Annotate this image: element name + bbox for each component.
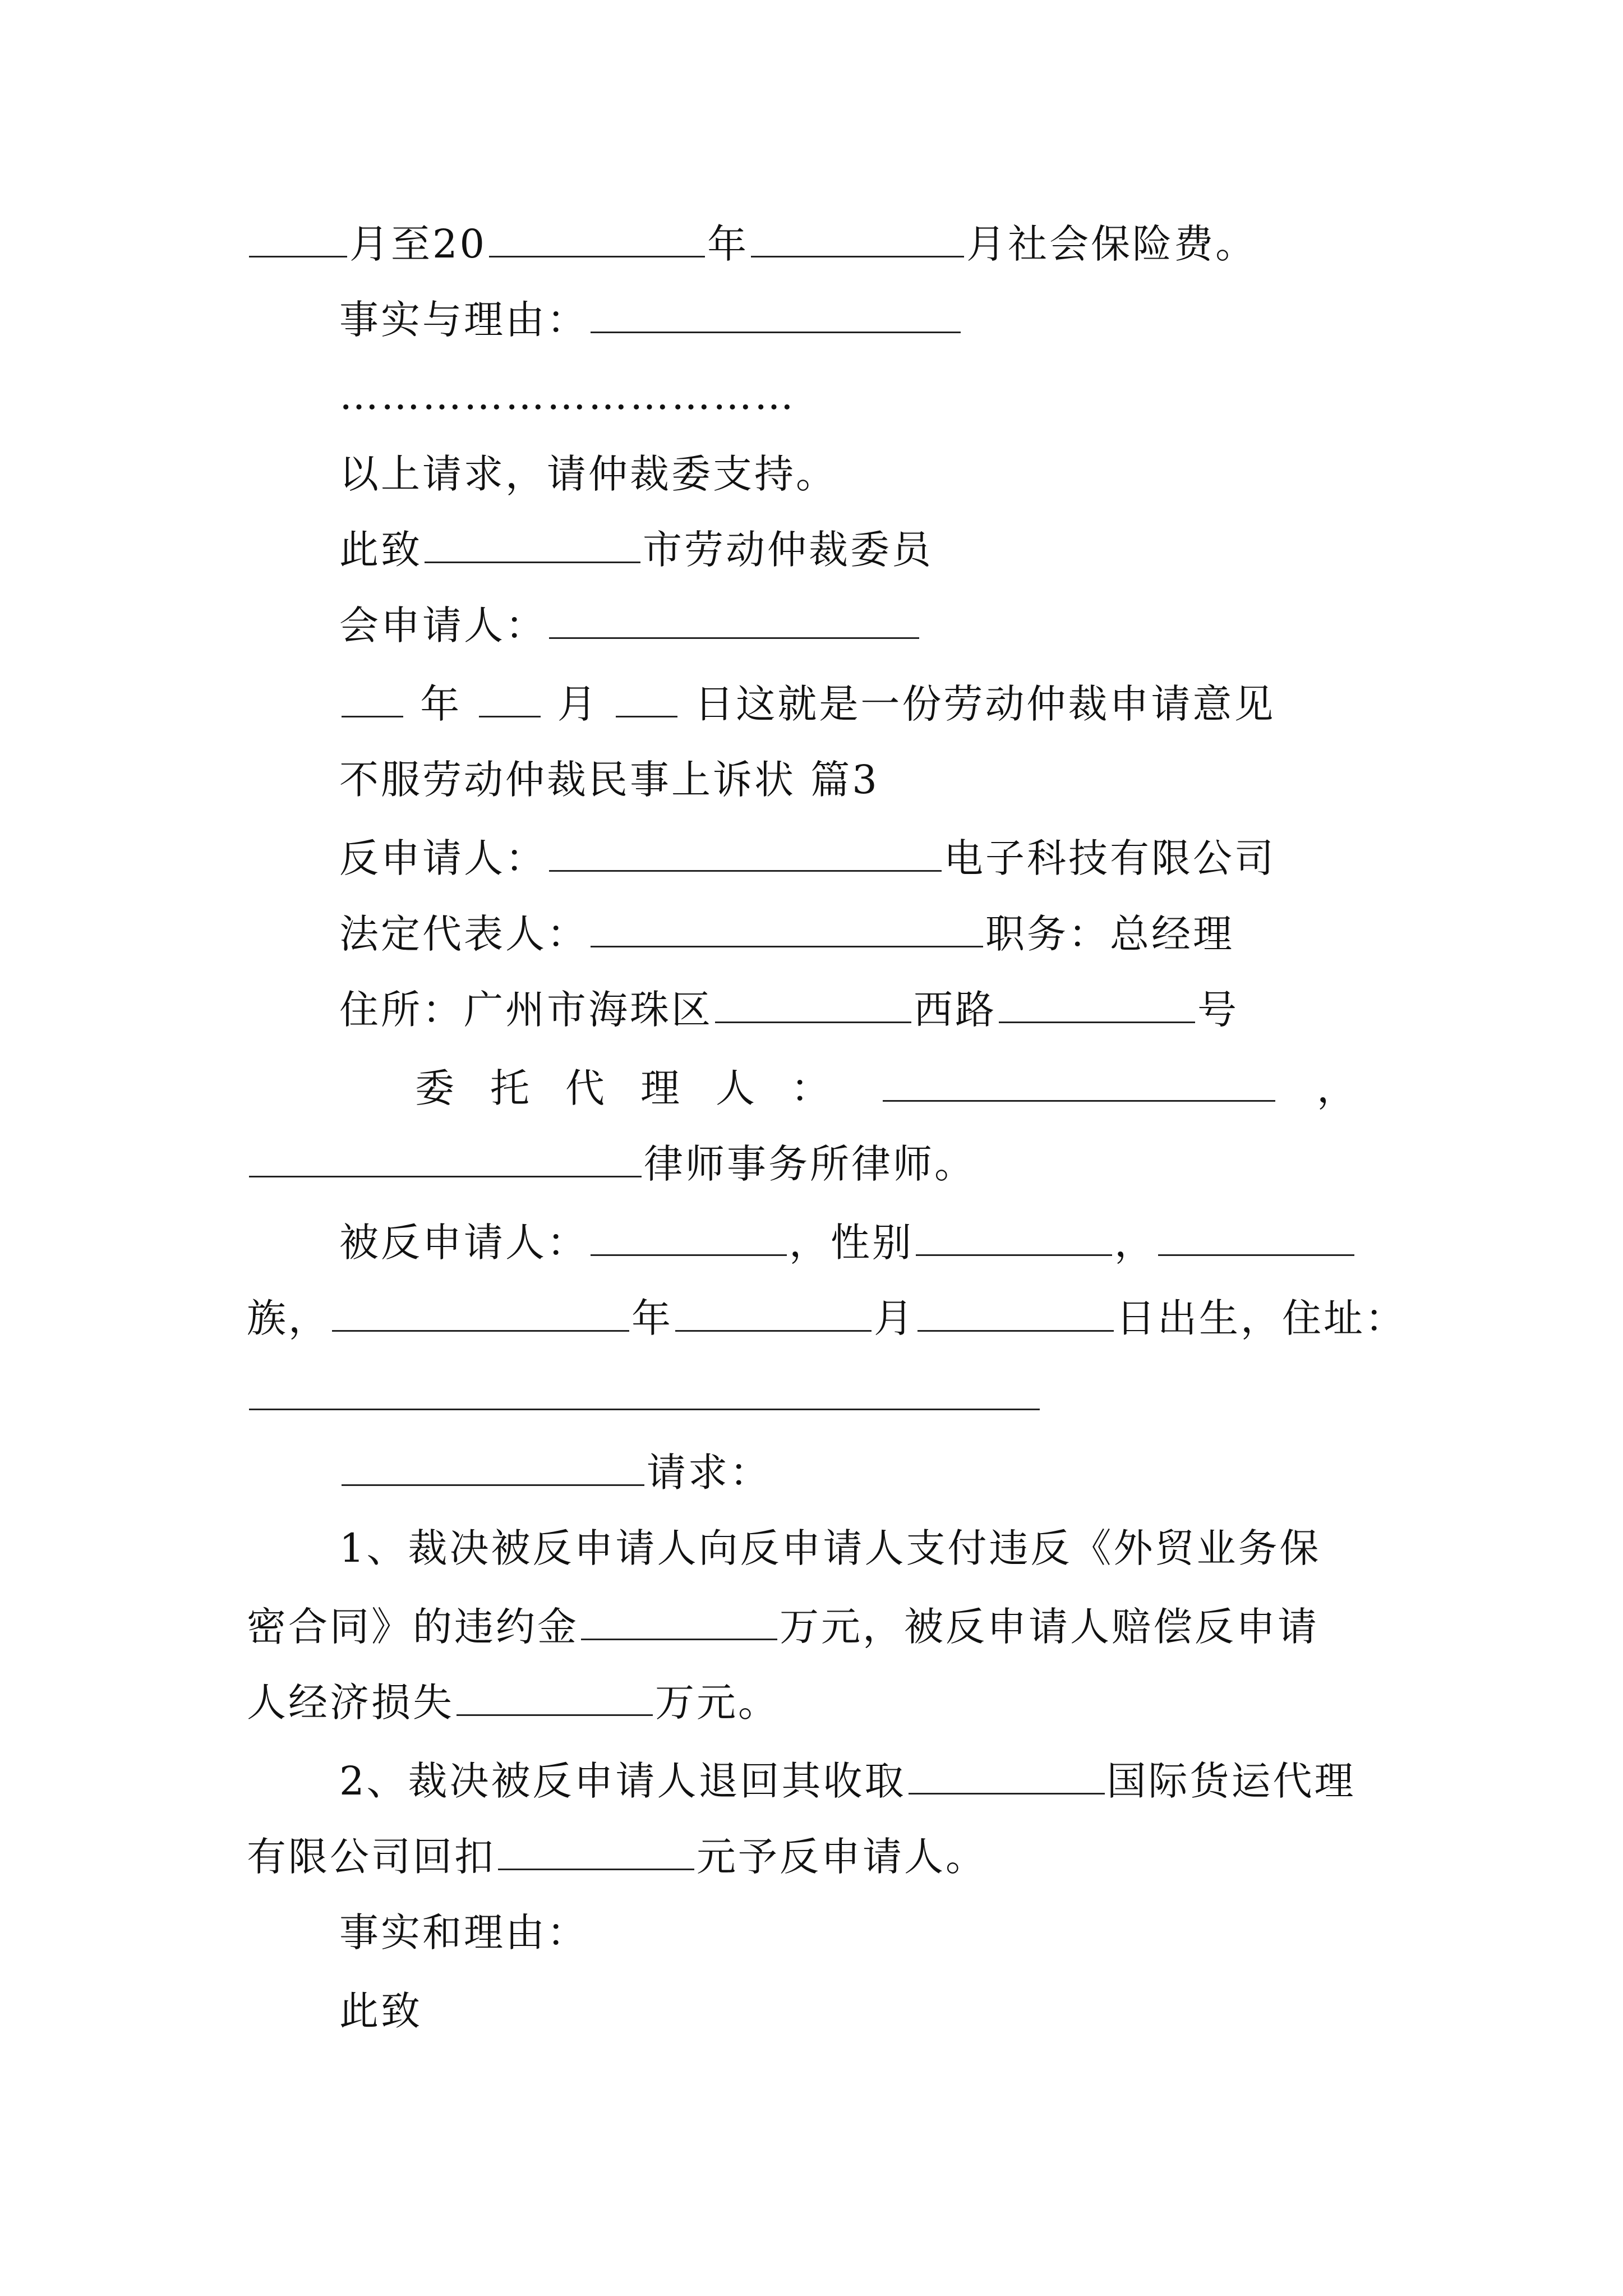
blank-field xyxy=(616,682,677,717)
text-segment: 年 xyxy=(707,221,749,267)
text-line xyxy=(339,1214,1357,1271)
blank-field xyxy=(715,988,911,1023)
blank-field xyxy=(883,1066,1275,1102)
text-segment: 2、裁决被反申请人退回其收取 xyxy=(339,1758,906,1804)
blank-field xyxy=(489,222,705,257)
text-segment: 市劳动仲裁委员 xyxy=(643,527,933,573)
text-segment: 电子科技有限公司 xyxy=(944,835,1276,881)
blank-field xyxy=(591,298,961,333)
blank-field xyxy=(999,988,1195,1023)
text-segment: 万元，被反申请人赔偿反申请 xyxy=(780,1604,1319,1650)
text-line xyxy=(339,522,933,578)
text-line xyxy=(339,1904,588,1961)
text-segment: 事实和理由： xyxy=(339,1910,588,1955)
blank-field xyxy=(1158,1221,1354,1256)
text-line xyxy=(339,906,1234,962)
text-segment: 密合同》的违约金 xyxy=(247,1604,579,1650)
text-segment: 律师事务所律师。 xyxy=(644,1141,976,1187)
blank-field xyxy=(591,912,983,947)
text-segment: 会申请人： xyxy=(339,602,547,648)
text-segment: 月 xyxy=(557,681,599,727)
blank-field xyxy=(751,222,964,257)
text-segment: 不服劳动仲裁民事上诉状 篇3 xyxy=(339,757,879,803)
blank-field xyxy=(457,1681,653,1716)
text-line xyxy=(339,1983,422,2039)
text-line xyxy=(247,1599,1319,1655)
blank-field xyxy=(549,836,942,872)
text-line xyxy=(339,446,837,502)
text-segment: 月 xyxy=(874,1295,915,1341)
text-segment: 日出生，住址： xyxy=(1116,1295,1407,1341)
blank-field xyxy=(425,528,640,563)
blank-field xyxy=(675,1296,872,1332)
text-segment: 万元。 xyxy=(655,1680,780,1726)
text-line xyxy=(339,292,963,348)
blank-field xyxy=(342,1451,644,1486)
text-segment: ， xyxy=(1317,1065,1358,1111)
text-line xyxy=(339,367,796,424)
text-line xyxy=(339,752,879,808)
text-segment: 委托代理人： xyxy=(415,1065,866,1111)
text-line xyxy=(339,1444,771,1501)
text-line xyxy=(415,1060,1358,1116)
text-line xyxy=(339,676,1275,732)
text-line xyxy=(247,1290,1407,1346)
text-line xyxy=(339,597,921,654)
text-segment: 年 xyxy=(631,1295,673,1341)
text-line xyxy=(339,1753,1356,1809)
text-segment: 月社会保险费。 xyxy=(966,221,1257,267)
text-segment: 法定代表人： xyxy=(339,911,588,957)
blank-field xyxy=(549,604,919,639)
text-line xyxy=(247,1829,987,1885)
blank-field xyxy=(342,682,403,717)
text-segment: 以上请求，请仲裁委支持。 xyxy=(339,451,837,497)
text-segment: 年 xyxy=(420,681,462,727)
text-segment: 月至20 xyxy=(349,221,487,267)
blank-field xyxy=(916,1221,1112,1256)
text-line xyxy=(247,1136,976,1192)
text-segment: 事实与理由： xyxy=(339,297,588,343)
blank-field xyxy=(591,1221,787,1256)
blank-field xyxy=(249,222,347,257)
text-segment: 人经济损失 xyxy=(247,1680,454,1726)
blank-field xyxy=(909,1759,1105,1795)
text-segment: 西路 xyxy=(914,987,997,1033)
text-segment: 此致 xyxy=(339,1988,422,2034)
text-segment: 元予反申请人。 xyxy=(697,1834,987,1880)
text-segment: 日这就是一份劳动仲裁申请意见 xyxy=(694,681,1276,727)
text-segment: 1、裁决被反申请人向反申请人支付违反《外贸业务保 xyxy=(339,1525,1321,1571)
text-line xyxy=(247,1369,1042,1425)
blank-field xyxy=(332,1296,629,1332)
text-segment: 国际货运代理 xyxy=(1106,1758,1356,1804)
text-line xyxy=(339,1520,1321,1576)
blank-field xyxy=(498,1835,694,1870)
text-segment: 此致 xyxy=(339,527,422,573)
blank-field xyxy=(581,1605,777,1640)
text-segment: 职务：总经理 xyxy=(985,911,1234,957)
text-segment: 有限公司回扣 xyxy=(247,1834,496,1880)
text-segment: 被反申请人： xyxy=(339,1220,588,1266)
text-segment: 请求： xyxy=(647,1450,771,1496)
text-line xyxy=(247,216,1257,272)
text-segment: ，性别 xyxy=(789,1220,914,1266)
text-line xyxy=(247,1674,780,1731)
blank-field xyxy=(479,682,541,717)
text-segment: ， xyxy=(1114,1220,1156,1266)
text-segment: 族， xyxy=(247,1295,330,1341)
blank-field xyxy=(249,1375,1040,1410)
text-segment: 号 xyxy=(1197,987,1239,1033)
text-segment: 反申请人： xyxy=(339,835,547,881)
blank-field xyxy=(917,1296,1114,1332)
blank-field xyxy=(249,1142,642,1177)
text-line xyxy=(339,982,1239,1038)
text-segment: …………………………… xyxy=(339,372,796,418)
text-segment: 住所：广州市海珠区 xyxy=(339,987,713,1033)
text-line xyxy=(339,830,1276,886)
